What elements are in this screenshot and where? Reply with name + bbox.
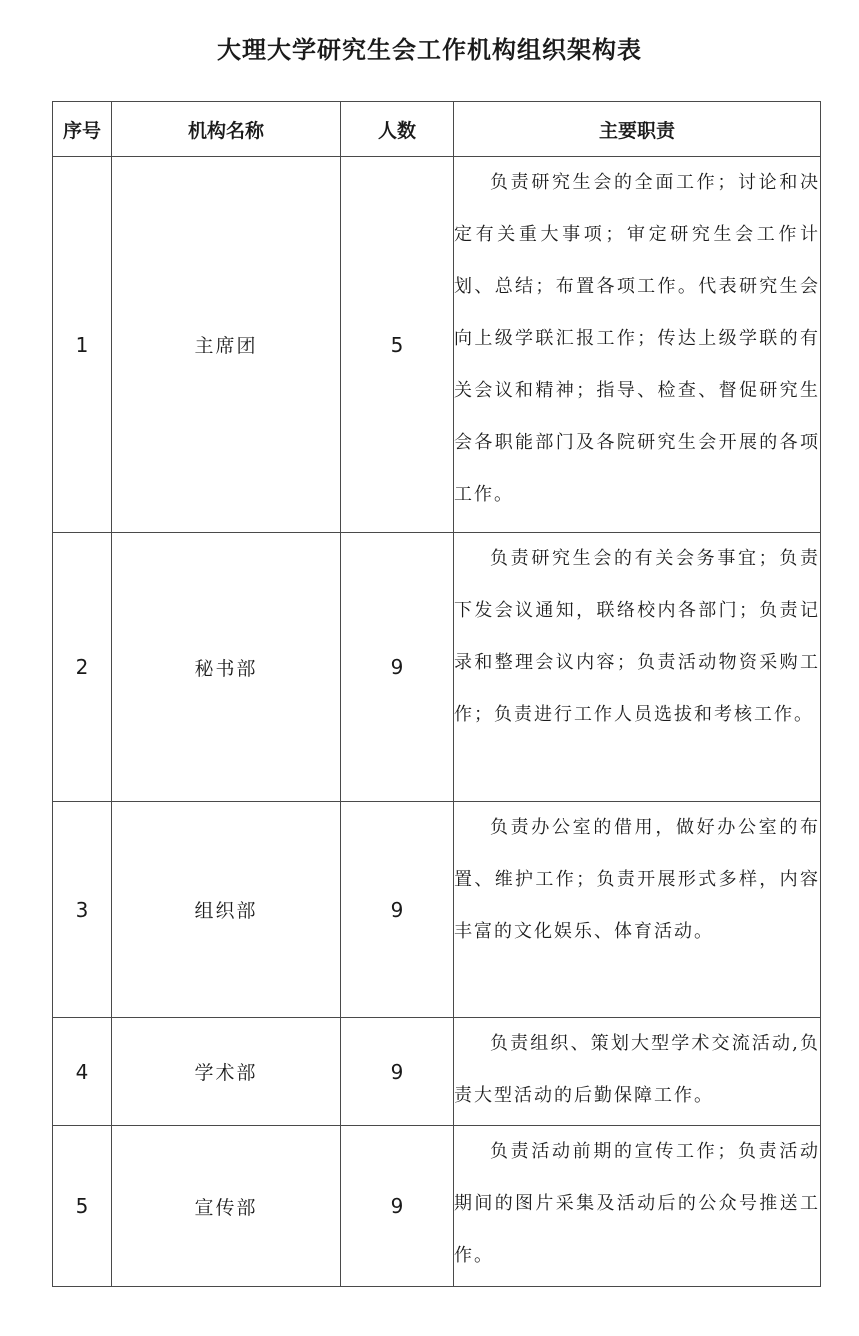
row-duty	[454, 533, 821, 802]
table-header-row	[53, 102, 821, 157]
row-duty	[454, 157, 821, 533]
row-duty-text: 负责活动前期的宣传工作；负责活动期间的图片采集及活动后的公众号推送工作。	[454, 1141, 820, 1266]
table-row	[53, 1126, 821, 1287]
row-name: 宣传部	[112, 1126, 341, 1287]
row-duty	[454, 802, 821, 1018]
header-index: 序号	[53, 102, 112, 157]
row-count: 9	[341, 802, 454, 1018]
row-duty	[454, 1018, 821, 1126]
row-count: 9	[341, 1126, 454, 1287]
row-index: 1	[53, 157, 112, 533]
row-duty-text: 负责组织、策划大型学术交流活动,负责大型活动的后勤保障工作。	[454, 1033, 820, 1106]
row-duty-text: 负责办公室的借用，做好办公室的布置、维护工作；负责开展形式多样，内容丰富的文化娱乐、体育活动。	[454, 817, 820, 942]
table-row	[53, 533, 821, 802]
header-name: 机构名称	[112, 102, 341, 157]
row-count: 9	[341, 1018, 454, 1126]
row-index: 3	[53, 802, 112, 1018]
row-count: 5	[341, 157, 454, 533]
row-count: 9	[341, 533, 454, 802]
row-name: 主席团	[112, 157, 341, 533]
row-duty-text: 负责研究生会的有关会务事宜；负责下发会议通知，联络校内各部门；负责记录和整理会议内容；负责活动物资采购工作；负责进行工作人员选拔和考核工作。	[454, 548, 820, 725]
row-duty	[454, 1126, 821, 1287]
document-title: 大理大学研究生会工作机构组织架构表	[217, 35, 642, 64]
table-row	[53, 157, 821, 533]
table-row	[53, 802, 821, 1018]
row-index: 4	[53, 1018, 112, 1126]
row-index: 5	[53, 1126, 112, 1287]
row-name: 学术部	[112, 1018, 341, 1126]
header-count: 人数	[341, 102, 454, 157]
row-duty-text: 负责研究生会的全面工作；讨论和决定有关重大事项；审定研究生会工作计划、总结；布置各项工作。代表研究生会向上级学联汇报工作；传达上级学联的有关会议和精神；指导、检查、督促研究生会各职能部门及各院研究生会开展的各项工作。	[454, 172, 820, 505]
table-row	[53, 1018, 821, 1126]
row-name: 组织部	[112, 802, 341, 1018]
row-index: 2	[53, 533, 112, 802]
header-duty: 主要职责	[454, 102, 821, 157]
org-structure-table	[52, 101, 821, 1287]
row-name: 秘书部	[112, 533, 341, 802]
